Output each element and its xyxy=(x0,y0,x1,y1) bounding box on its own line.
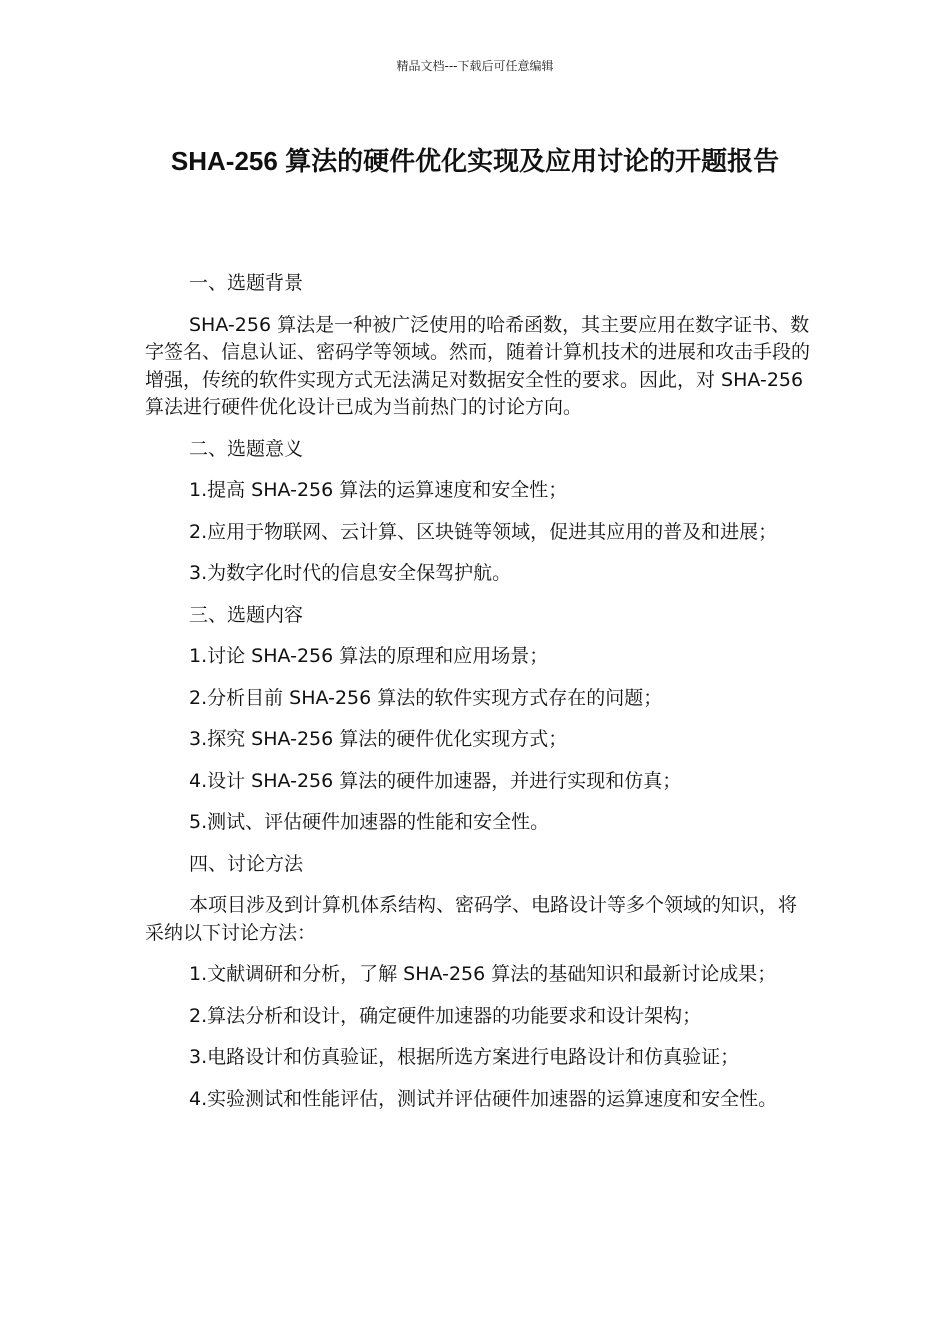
methods-item: 1.文献调研和分析，了解 SHA-256 算法的基础知识和最新讨论成果； xyxy=(189,963,777,985)
section-heading-background: 一、选题背景 xyxy=(189,272,304,294)
content-item: 3.探究 SHA-256 算法的硬件优化实现方式； xyxy=(189,728,568,750)
content-item: 1.讨论 SHA-256 算法的原理和应用场景； xyxy=(189,645,549,667)
content-item: 2.分析目前 SHA-256 算法的软件实现方式存在的问题； xyxy=(189,686,663,709)
significance-item: 1.提高 SHA-256 算法的运算速度和安全性； xyxy=(189,479,568,501)
document-body xyxy=(145,270,815,1127)
methods-intro-paragraph: 本项目涉及到计算机体系结构、密码学、电路设计等多个领域的知识，将采纳以下讨论方法： xyxy=(145,894,798,944)
section-heading-significance: 二、选题意义 xyxy=(189,437,304,460)
content-item: 4.设计 SHA-256 算法的硬件加速器，并进行实现和仿真； xyxy=(189,769,682,792)
background-paragraph: SHA-256 算法是一种被广泛使用的哈希函数，其主要应用在数字证书、数字签名、信息认证、密码学等领域。然而，随着计算机技术的进展和攻击手段的增强，传统的软件实现方式无法满足对数据安全性的要求。因此，对 SHA-256 算法进行硬件优化设计已成为当前热门的讨论方向。 xyxy=(145,313,811,418)
methods-item: 2.算法分析和设计，确定硬件加速器的功能要求和设计架构； xyxy=(189,1004,702,1027)
section-heading-content: 三、选题内容 xyxy=(189,603,304,626)
methods-item: 4.实验测试和性能评估，测试并评估硬件加速器的运算速度和安全性。 xyxy=(189,1087,778,1110)
methods-item: 3.电路设计和仿真验证，根据所选方案进行电路设计和仿真验证； xyxy=(189,1046,740,1068)
significance-item: 2.应用于物联网、云计算、区块链等领域，促进其应用的普及和进展； xyxy=(189,520,778,543)
document-title: SHA-256 算法的硬件优化实现及应用讨论的开题报告 xyxy=(170,146,780,176)
section-heading-methods: 四、讨论方法 xyxy=(189,852,304,875)
header-note: 精品文档---下载后可任意编辑 xyxy=(396,59,554,73)
significance-item: 3.为数字化时代的信息安全保驾护航。 xyxy=(189,562,512,584)
content-item: 5.测试、评估硬件加速器的性能和安全性。 xyxy=(189,811,550,833)
